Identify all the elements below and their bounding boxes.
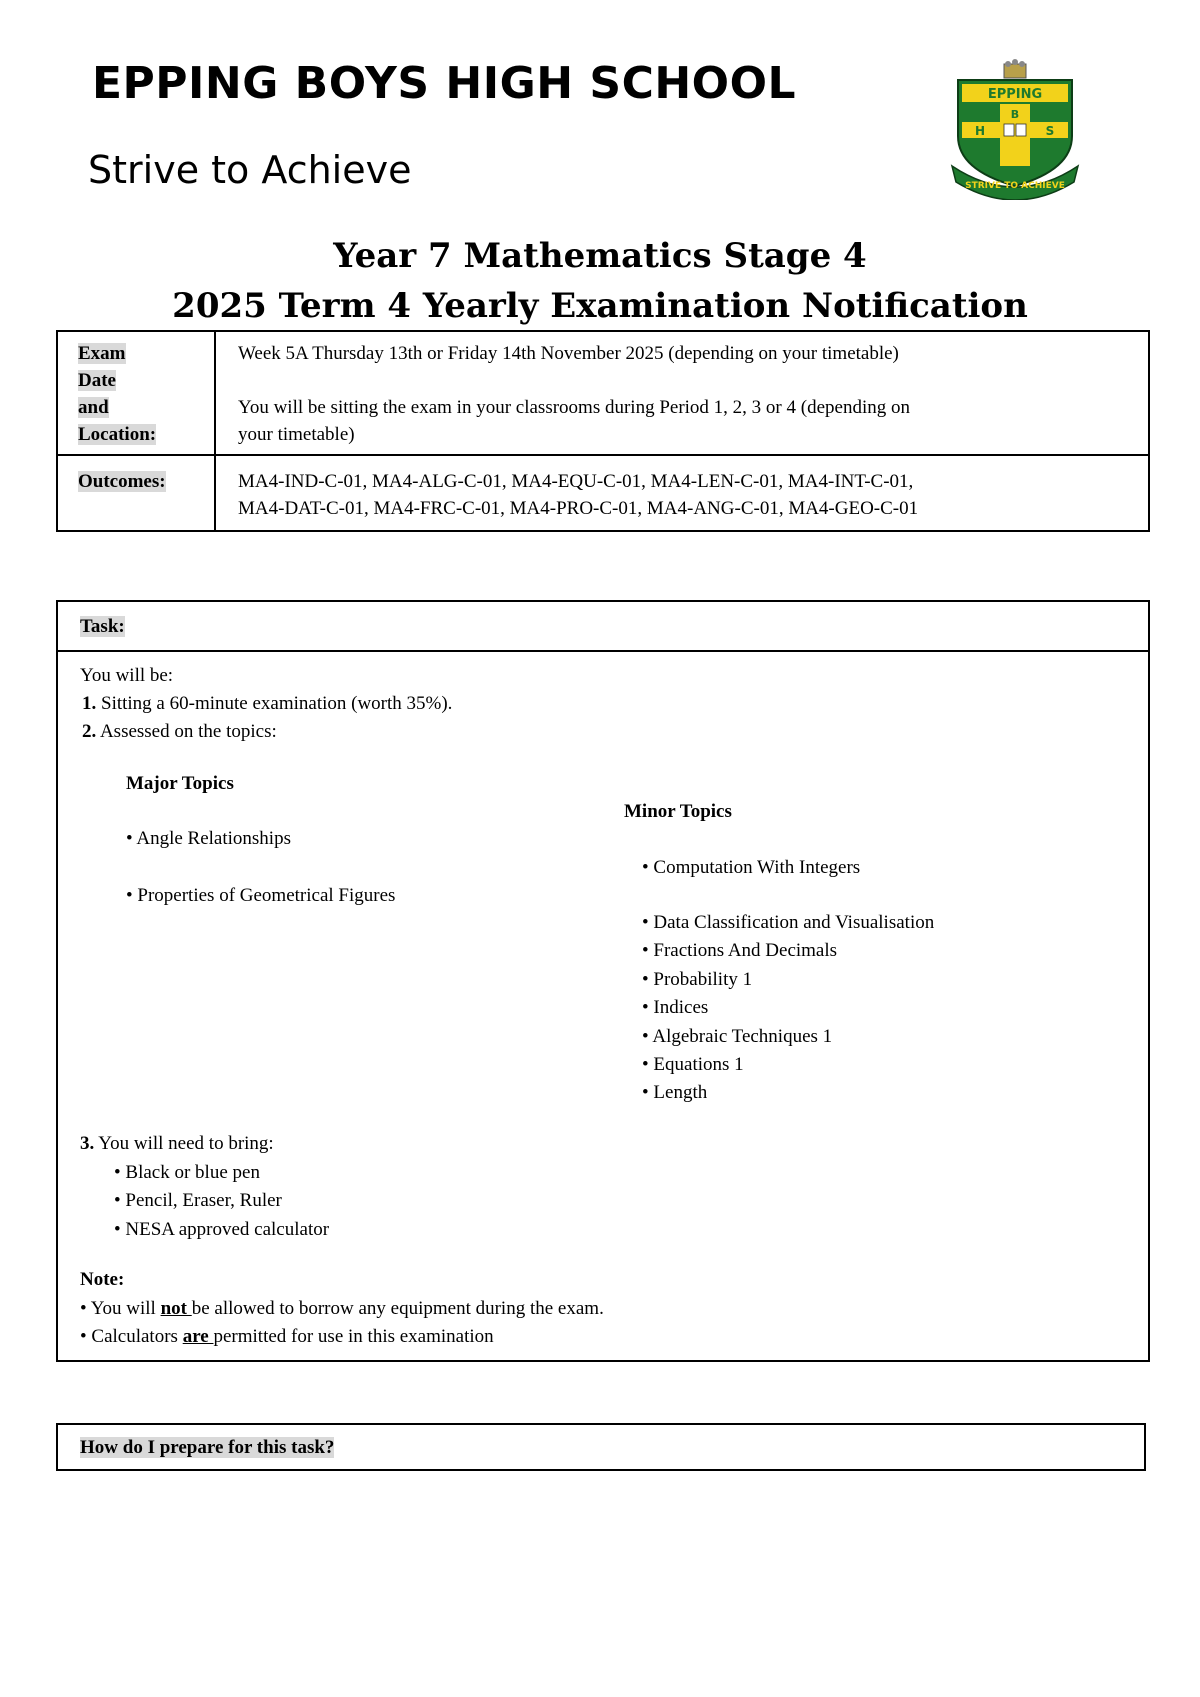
page-title-line1: Year 7 Mathematics Stage 4	[333, 236, 867, 276]
exam-date-label: Exam Date and Location:	[57, 331, 215, 455]
task-label: Task:	[80, 616, 125, 637]
major-topic-item: • Properties of Geometrical Figures	[126, 885, 396, 906]
minor-topic-item: • Algebraic Techniques 1	[642, 1026, 833, 1047]
minor-topic-item: • Length	[642, 1082, 708, 1103]
minor-topic-item: • Computation With Integers	[642, 857, 861, 878]
bring-item: • Black or blue pen	[114, 1162, 260, 1183]
minor-topic-item: • Data Classification and Visualisation	[642, 912, 935, 933]
task-header	[58, 602, 1148, 652]
exam-date-text: Week 5A Thursday 13th or Friday 14th November 2025 (depending on your timetable)	[238, 343, 899, 364]
task-item-1: 1. Sitting a 60-minute examination (worth 35%).	[82, 693, 453, 714]
svg-text:STRIVE TO ACHIEVE: STRIVE TO ACHIEVE	[965, 181, 1065, 191]
crown-icon	[1004, 59, 1026, 78]
minor-topics-heading: Minor Topics	[624, 801, 732, 822]
outcomes-label: Outcomes:	[57, 455, 215, 531]
bring-item: • Pencil, Eraser, Ruler	[114, 1190, 282, 1211]
school-crest-logo	[948, 58, 1082, 200]
task-item-2: 2. Assessed on the topics:	[82, 721, 277, 742]
outcomes-value: MA4-IND-C-01, MA4-ALG-C-01, MA4-EQU-C-01, MA4-LEN-C-01, MA4-INT-C-01, MA4-DAT-C-01, MA4-FRC-C-01, MA4-PRO-C-01, MA4-ANG-C-01, MA4-GEO-C-01	[215, 455, 1149, 531]
task-intro: You will be:	[80, 665, 174, 686]
svg-text:EPPING: EPPING	[987, 87, 1043, 102]
minor-topic-item: • Probability 1	[642, 969, 753, 990]
svg-text:S: S	[1045, 124, 1055, 138]
svg-text:B: B	[1010, 108, 1020, 121]
exam-date-value	[215, 331, 1149, 455]
page-title-line2: 2025 Term 4 Yearly Examination Notification	[172, 286, 1028, 326]
prepare-label: How do I prepare for this task?	[80, 1437, 335, 1458]
exam-location-text-1: You will be sitting the exam in your classrooms during Period 1, 2, 3 or 4 (depending on	[238, 397, 910, 418]
exam-date-row	[57, 331, 1149, 455]
task-item-3: 3. You will need to bring:	[80, 1133, 274, 1154]
minor-topic-item: • Equations 1	[642, 1054, 744, 1075]
exam-info-table	[56, 330, 1150, 532]
outcomes-row	[57, 455, 1149, 531]
prepare-box	[56, 1423, 1146, 1471]
bring-item: • NESA approved calculator	[114, 1219, 330, 1240]
svg-text:H: H	[974, 124, 986, 138]
note-label: Note:	[80, 1269, 125, 1290]
task-box	[56, 600, 1150, 1362]
minor-topic-item: • Fractions And Decimals	[642, 940, 838, 961]
major-topics-heading: Major Topics	[126, 773, 234, 794]
minor-topic-item: • Indices	[642, 997, 709, 1018]
major-topic-item: • Angle Relationships	[126, 828, 291, 849]
school-motto: Strive to Achieve	[88, 148, 412, 192]
note-item-1: • You will not be allowed to borrow any equipment during the exam.	[80, 1298, 604, 1319]
exam-location-text-2: your timetable)	[238, 424, 355, 445]
school-name: EPPING BOYS HIGH SCHOOL	[92, 58, 797, 109]
note-item-2: • Calculators are permitted for use in this examination	[80, 1326, 494, 1347]
